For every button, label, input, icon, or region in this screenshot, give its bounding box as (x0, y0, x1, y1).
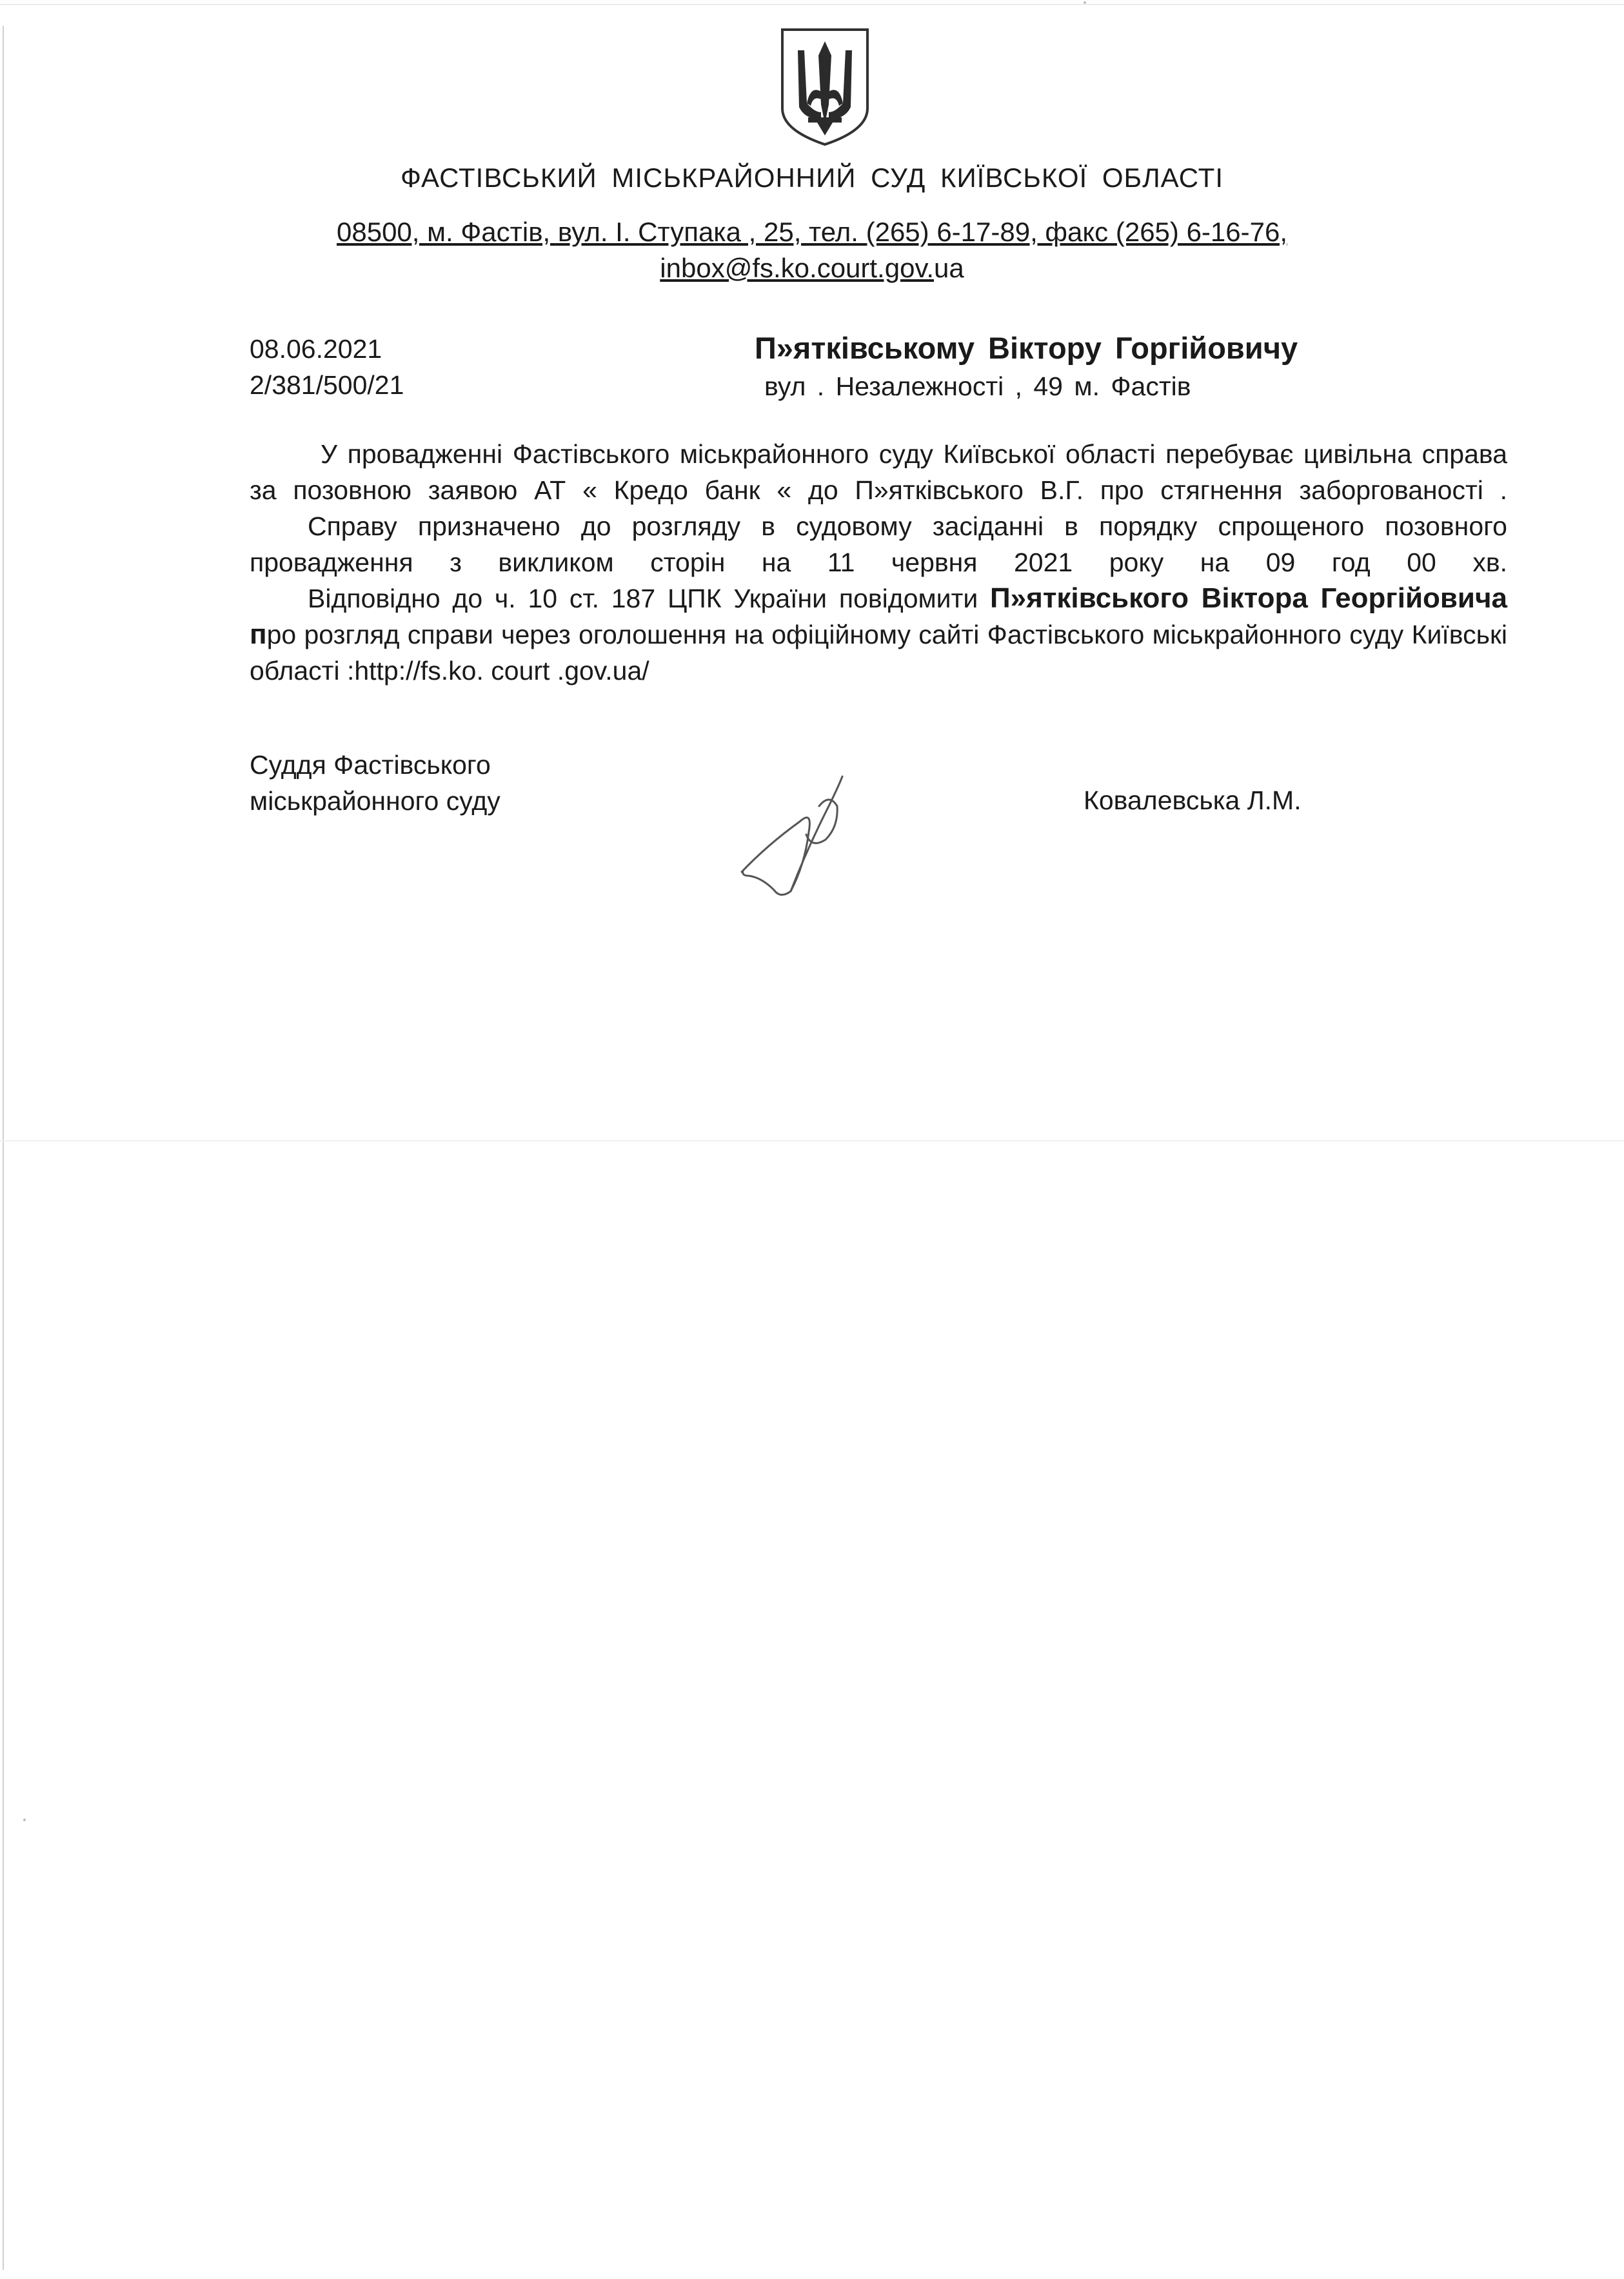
ukraine-trident-emblem-icon (778, 27, 871, 147)
recipient-address: вул . Незалежності , 49 м. Фастів (764, 371, 1191, 401)
judge-name: Ковалевська Л.М. (1084, 785, 1302, 815)
court-email-line (0, 250, 1624, 286)
court-email-suffix: ua (934, 253, 964, 283)
paragraph-hearing-schedule: Справу призначено до розгляду в судовому засіданні в порядку спрощеного позовного провадження з викликом сторін на 11 червня 2021 року на 09 год 00 хв. (250, 511, 1507, 577)
scan-edge-top (0, 4, 1624, 5)
notification-recipient-name: П»ятківського Віктора Георгійовича п (250, 582, 1507, 650)
recipient-name: П»ятківському Віктору Горгійовичу (755, 331, 1298, 365)
judge-title (250, 747, 500, 819)
scan-speck (23, 1819, 26, 1821)
court-address (0, 214, 1624, 286)
paragraph-notification (250, 580, 1507, 689)
notification-text-end: ро розгляд справи через оголошення на офіційному сайті Фастівського міськрайонного суду Київські області :http://fs.ko. court .gov.ua/ (250, 620, 1507, 686)
paragraph-case-info: У провадженні Фастівського міськрайонного суду Київської області перебуває цивільна справа за позовною заявою АТ « Кредо банк « до П»ятківського В.Г. про стягнення заборгованості . (250, 439, 1507, 505)
court-address-line: 08500, м. Фастів, вул. І. Ступака , 25, тел. (265) 6-17-89, факс (265) 6-16-76, (337, 217, 1287, 247)
letter-date: 08.06.2021 (250, 334, 382, 364)
scan-speck (1084, 1, 1086, 4)
notification-text-start: Відповідно до ч. 10 ст. 187 ЦПК України повідомити (308, 584, 991, 613)
scan-edge-left (3, 26, 4, 2270)
case-reference-number: 2/381/500/21 (250, 370, 404, 400)
court-name: ФАСТІВСЬКИЙ МІСЬКРАЙОННИЙ СУД КИЇВСЬКОЇ ОБЛАСТІ (400, 163, 1223, 193)
paper-fold-line (0, 1140, 1624, 1141)
judge-title-line-1: Суддя Фастівського (250, 750, 491, 780)
judge-title-line-2: міськрайонного суду (250, 786, 500, 816)
handwritten-signature-icon (729, 767, 871, 909)
court-email-link[interactable]: inbox@fs.ko.court.gov. (660, 253, 934, 283)
letter-body (250, 436, 1507, 689)
